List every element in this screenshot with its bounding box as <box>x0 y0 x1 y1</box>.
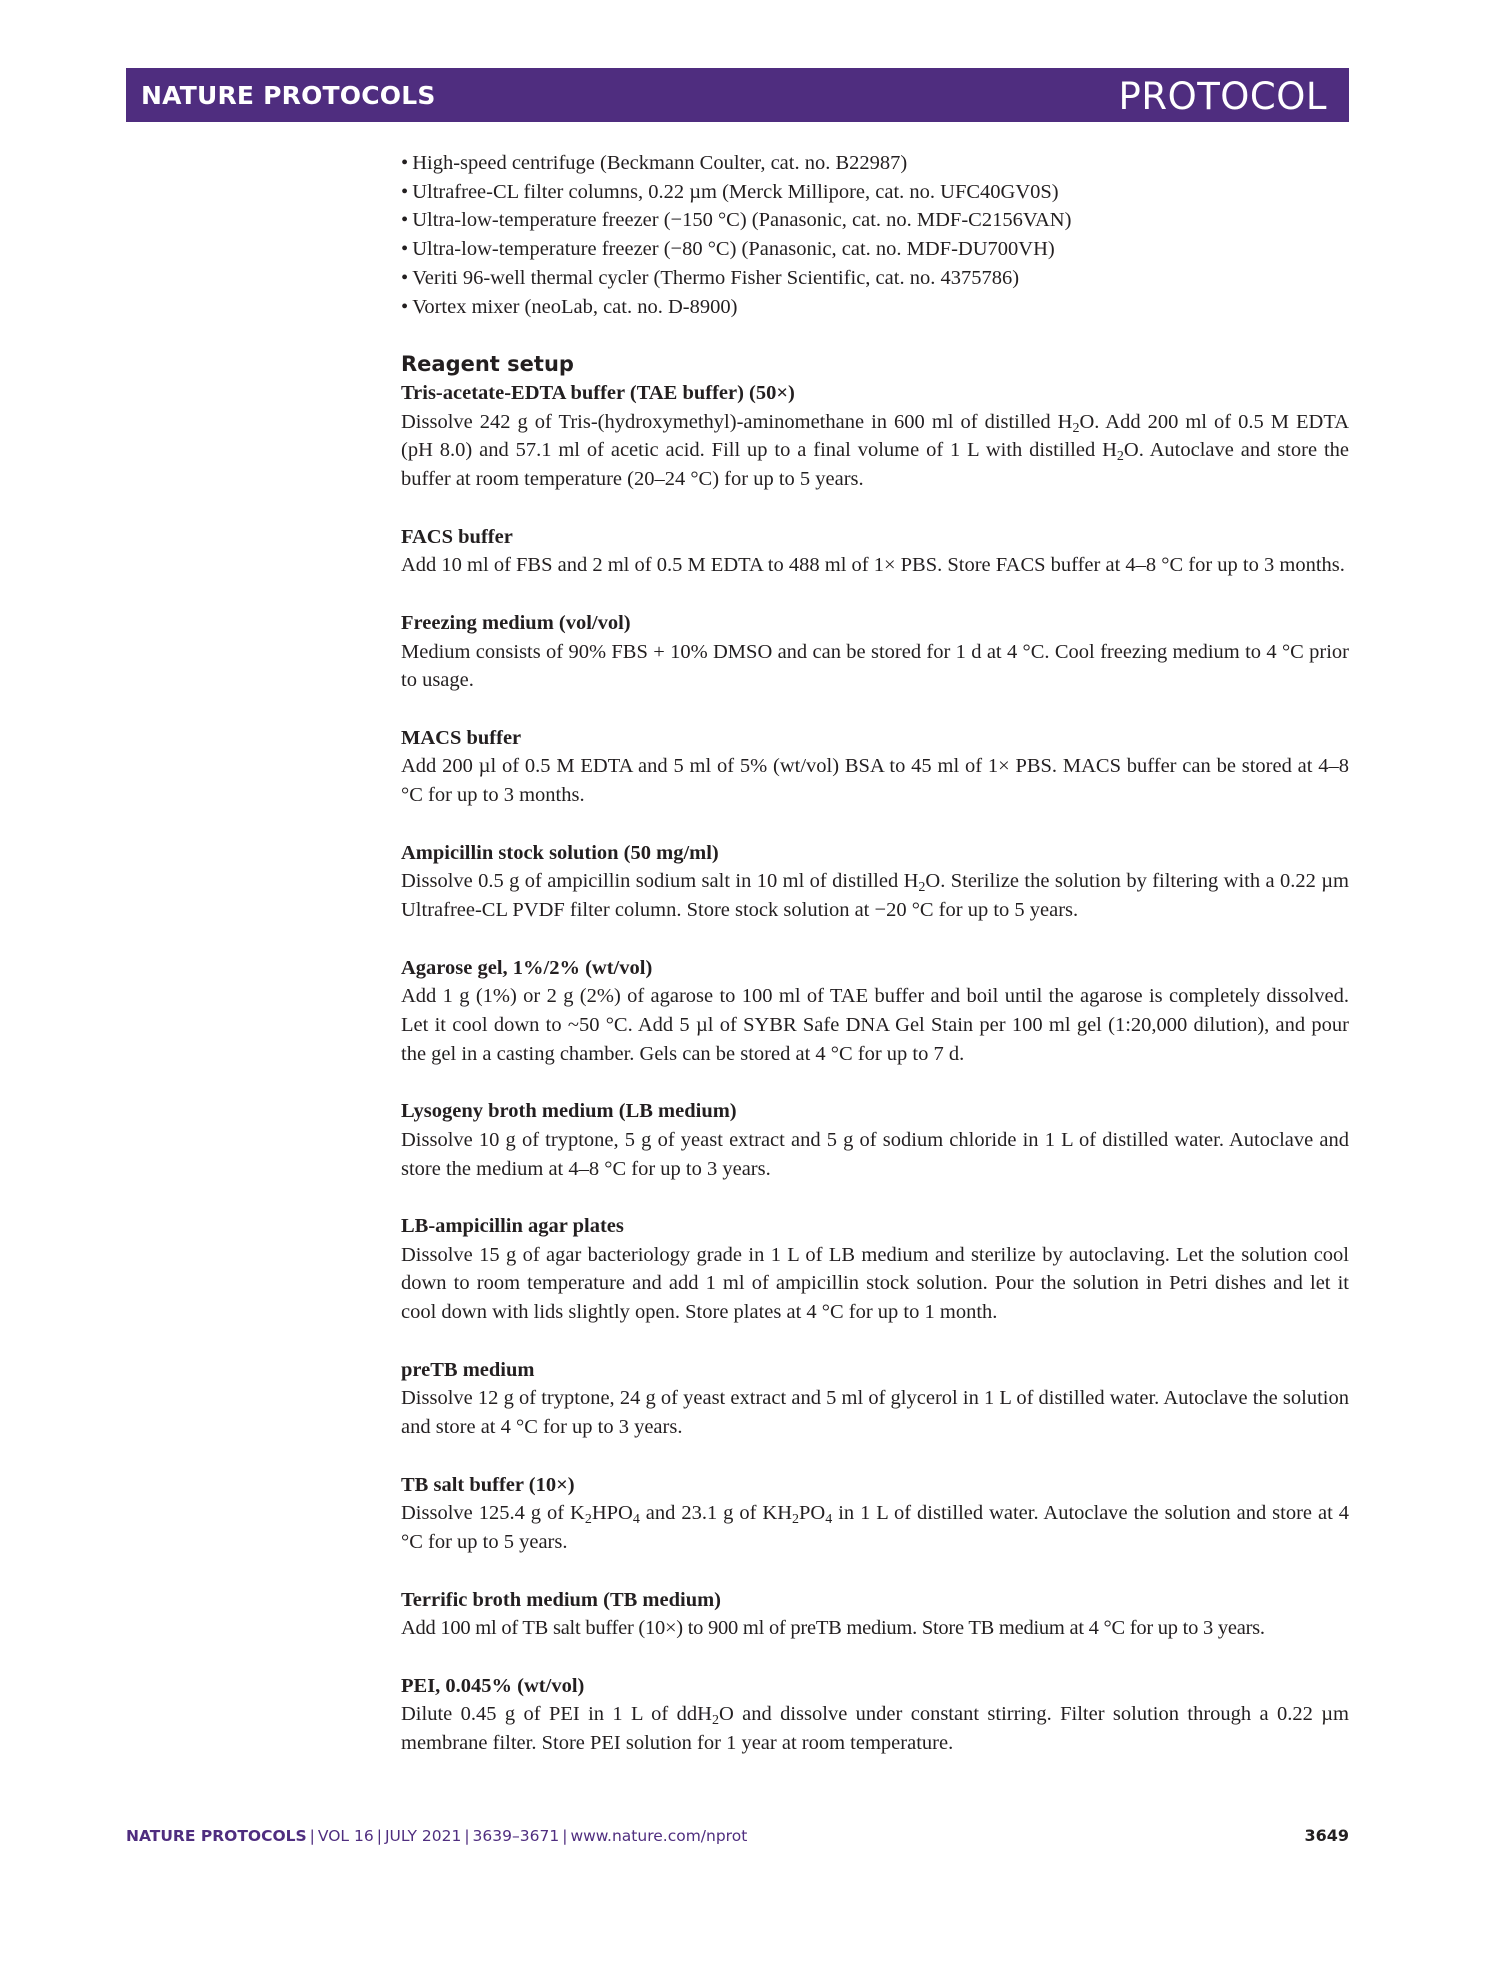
bullet-icon: • <box>401 266 409 289</box>
reagent-title: preTB medium <box>401 1358 535 1381</box>
footer-url-link[interactable]: www.nature.com/nprot <box>570 1826 748 1845</box>
footer-pages: 3639–3671 <box>472 1826 560 1845</box>
section-heading: Reagent setup <box>401 352 574 377</box>
reagent-tae-buffer <box>401 379 1349 494</box>
reagent-text: Dissolve 12 g of tryptone, 24 g of yeast extract and 5 ml of glycerol in 1 L of distilled water. Autoclave the solution and store at 4 °C for up to 3 years. <box>401 1387 1349 1439</box>
reagent-text: Dilute 0.45 g of PEI in 1 L of ddH$_2$O and dissolve under constant stirring. Filter solution through a 0.22 µm membrane filter. Store PEI solution for 1 year at room temperature. <box>401 1703 1350 1755</box>
reagent-macs-buffer <box>401 724 1349 810</box>
reagent-title: Tris-acetate-EDTA buffer (TAE buffer) (50×) <box>401 382 795 405</box>
reagent-text: Medium consists of 90% FBS + 10% DMSO and can be stored for 1 d at 4 °C. Cool freezing medium to 4 °C prior to usage. <box>401 640 1349 692</box>
footer-date: JULY 2021 <box>384 1826 462 1845</box>
bullet-icon: • <box>401 180 409 203</box>
footer-citation: NATURE PROTOCOLS | VOL 16 | JULY 2021 | 3639–3671 | www.nature.com/nprot <box>126 1826 748 1845</box>
reagent-title: MACS buffer <box>401 726 522 749</box>
reagent-title: LB-ampicillin agar plates <box>401 1215 624 1238</box>
reagent-pretb-medium <box>401 1356 1349 1442</box>
list-item: • High-speed centrifuge (Beckmann Coulter, cat. no. B22987) <box>401 152 908 174</box>
reagent-text: Add 1 g (1%) or 2 g (2%) of agarose to 100 ml of TAE buffer and boil until the agarose is completely dissolved. Let it cool down to ~50 °C. Add 5 µl of SYBR Safe DNA Gel Stain per 100 ml gel (1:20,000 dilution), and pour the gel in a casting chamber. Gels can be stored at 4 °C for up to 7 d. <box>401 985 1349 1065</box>
reagent-title: Lysogeny broth medium (LB medium) <box>401 1100 737 1123</box>
reagent-facs-buffer <box>401 523 1349 580</box>
reagent-agarose-gel <box>401 954 1349 1069</box>
header-bar <box>126 68 1349 122</box>
reagent-freezing-medium <box>401 609 1349 695</box>
page-footer <box>126 1826 1349 1845</box>
list-item: • Vortex mixer (neoLab, cat. no. D-8900) <box>401 295 738 318</box>
list-item: • Ultra-low-temperature freezer (−80 °C) (Panasonic, cat. no. MDF-DU700VH) <box>401 238 1055 261</box>
list-item: • Veriti 96-well thermal cycler (Thermo Fisher Scientific, cat. no. 4375786) <box>401 266 1020 289</box>
bullet-icon: • <box>401 152 409 174</box>
reagent-title: Terrific broth medium (TB medium) <box>401 1588 722 1611</box>
reagent-text: Add 10 ml of FBS and 2 ml of 0.5 M EDTA to 488 ml of 1× PBS. Store FACS buffer at 4–8 °C for up to 3 months. <box>401 554 1345 577</box>
page-number: 3649 <box>1304 1826 1349 1845</box>
reagent-title: PEI, 0.045% (wt/vol) <box>401 1674 585 1697</box>
reagent-text: Dissolve 242 g of Tris-(hydroxymethyl)-aminomethane in 600 ml of distilled $H_2O$. Add 200 ml of 0.5 M EDTA (pH 8.0) and 57.1 ml of acetic acid. Fill up to a final volume of 1 L with distilled $H_2O$. Autoclave and store the buffer at room temperature (20–24 °C) for up to 5 years. <box>401 410 1350 491</box>
reagent-title: Agarose gel, 1%/2% (wt/vol) <box>401 956 653 979</box>
reagent-text: Add 100 ml of TB salt buffer (10×) to 900 ml of preTB medium. Store TB medium at 4 °C for up to 3 years. <box>401 1617 1265 1640</box>
article-type: PROTOCOL <box>1118 74 1327 118</box>
list-item: • Ultrafree-CL filter columns, 0.22 µm (Merck Millipore, cat. no. UFC40GV0S) <box>401 180 1059 203</box>
reagent-lb-ampicillin-plates <box>401 1212 1349 1327</box>
reagent-title: Freezing medium (vol/vol) <box>401 612 631 635</box>
reagent-text: Dissolve 15 g of agar bacteriology grade in 1 L of LB medium and sterilize by autoclaving. Let the solution cool down to room temperature and add 1 ml of ampicillin stock solution. Pour the solution in Petri dishes and let it cool down with lids slightly open. Store plates at 4 °C for up to 1 month. <box>401 1243 1349 1324</box>
journal-name: NATURE PROTOCOLS <box>141 80 436 110</box>
page-content <box>401 149 1349 1758</box>
reagent-text: Dissolve 125.4 g of $K_2HPO_4$ and 23.1 g of $KH_2PO_4$ in 1 L of distilled water. Autoclave the solution and store at 4 °C for up to 5 years. <box>401 1502 1349 1553</box>
reagent-title: Ampicillin stock solution (50 mg/ml) <box>401 841 719 864</box>
reagent-lb-medium <box>401 1097 1349 1183</box>
reagent-ampicillin-stock <box>401 839 1349 925</box>
reagent-text: Dissolve 10 g of tryptone, 5 g of yeast extract and 5 g of sodium chloride in 1 L of distilled water. Autoclave and store the medium at 4–8 °C for up to 3 years. <box>401 1128 1349 1180</box>
reagent-pei <box>401 1672 1349 1758</box>
list-item: • Ultra-low-temperature freezer (−150 °C) (Panasonic, cat. no. MDF-C2156VAN) <box>401 209 1072 232</box>
equipment-list <box>401 149 1349 321</box>
bullet-icon: • <box>401 238 409 261</box>
reagent-title: FACS buffer <box>401 525 513 548</box>
bullet-icon: • <box>401 295 409 318</box>
bullet-icon: • <box>401 209 409 232</box>
reagent-text: Dissolve 0.5 g of ampicillin sodium salt in 10 ml of distilled $H_2O$. Sterilize the solution by filtering with a 0.22 µm Ultrafree-CL PVDF filter column. Store stock solution at −20 °C for up to 5 years. <box>401 870 1349 922</box>
footer-volume: VOL 16 <box>317 1826 374 1845</box>
reagent-title: TB salt buffer (10×) <box>401 1473 575 1496</box>
footer-journal: NATURE PROTOCOLS <box>126 1826 307 1845</box>
reagent-tb-medium <box>401 1586 1349 1643</box>
reagent-text: Add 200 µl of 0.5 M EDTA and 5 ml of 5% (wt/vol) BSA to 45 ml of 1× PBS. MACS buffer can be stored at 4–8 °C for up to 3 months. <box>401 755 1349 807</box>
reagent-tb-salt-buffer <box>401 1471 1349 1557</box>
